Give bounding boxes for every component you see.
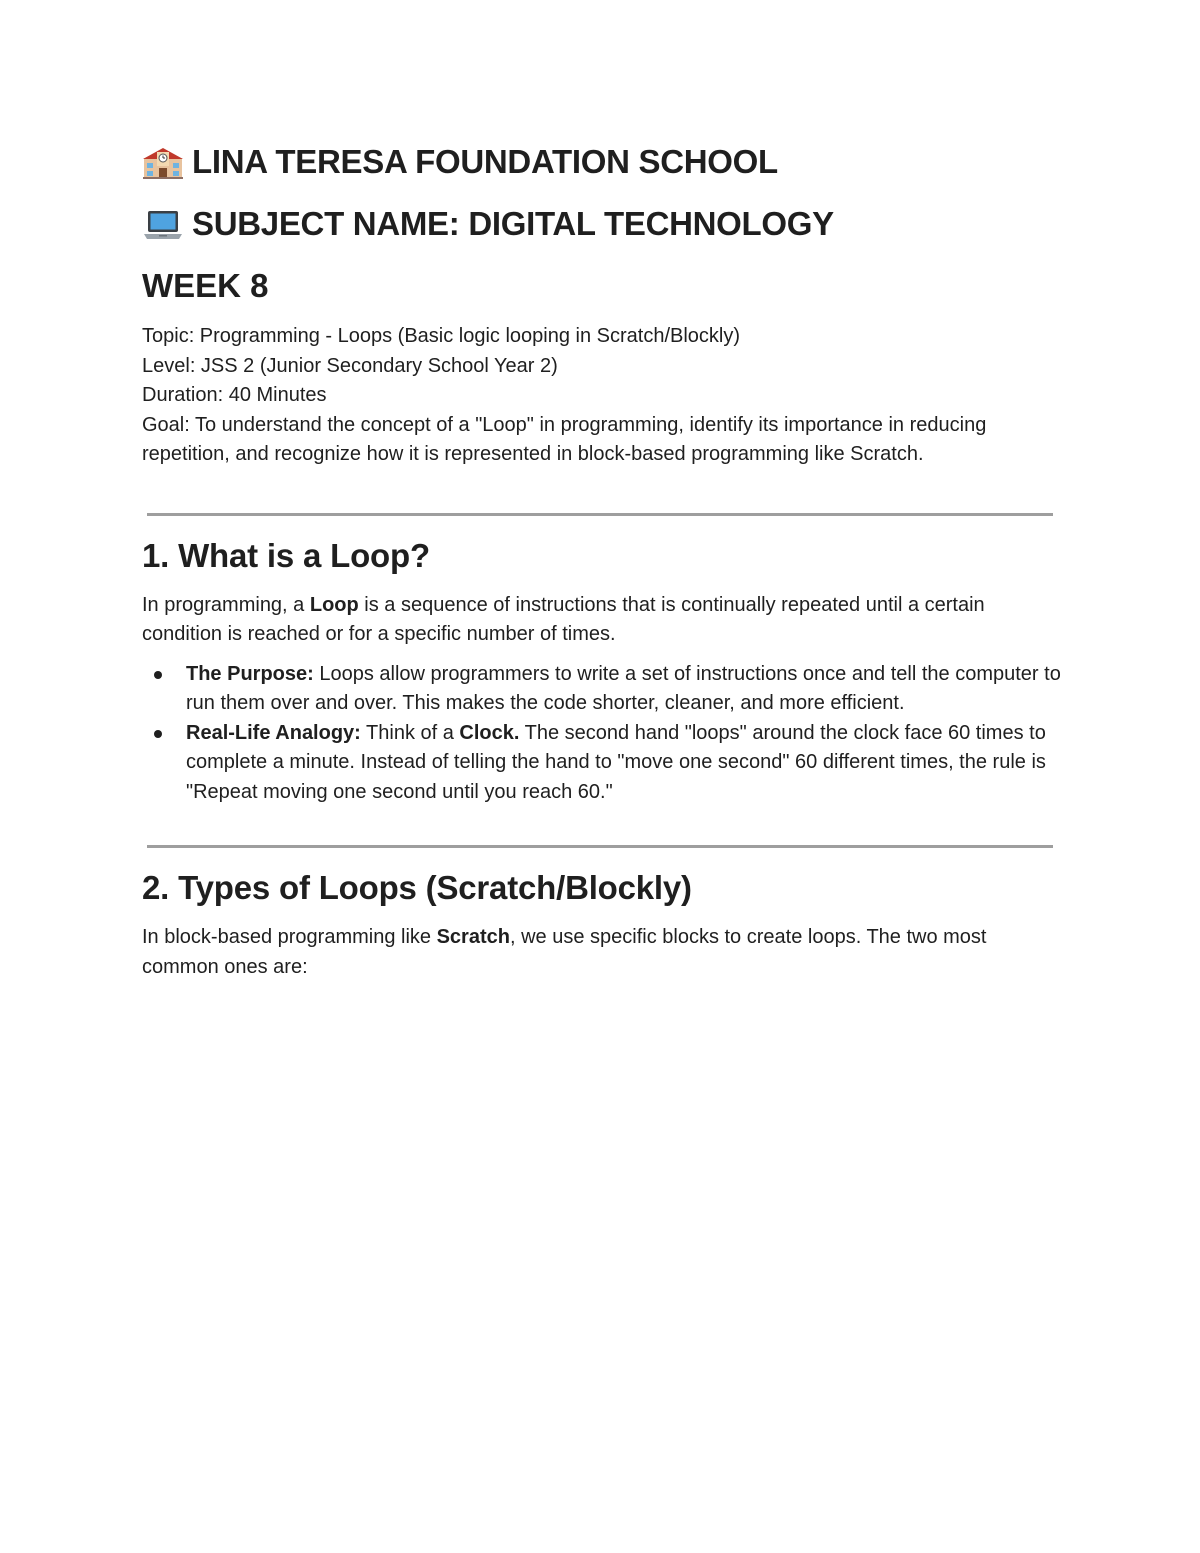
bullet-label: The Purpose: [186,662,314,685]
school-title [142,140,1062,184]
week-heading: WEEK 8 [142,267,269,304]
laptop-icon [142,206,184,242]
subject-name: SUBJECT NAME: DIGITAL TECHNOLOGY [192,205,834,242]
goal-line: Goal: To understand the concept of a "Loop" in programming, identify its importance in reducing repetition, and recognize how it is represented in block-based programming like Scratch. [142,413,987,465]
intro-bold-term: Scratch [436,926,510,948]
intro-text: In block-based programming like [142,926,437,948]
divider [147,845,1053,848]
school-building-icon [142,144,184,180]
section-2-intro [142,923,1062,982]
intro-bold-term: Loop [309,593,359,616]
lesson-meta [142,322,1062,470]
intro-text-rest: , we use specific blocks to create loops. The two most common ones are: [142,926,987,978]
school-name: LINA TERESA FOUNDATION SCHOOL [192,143,778,180]
section-1-intro [142,591,1062,650]
bullet-text: Think of a [360,721,460,744]
bullet-bold-term: Clock. [459,721,520,744]
section-2-heading: 2. Types of Loops (Scratch/Blockly) [142,869,692,906]
section-1-bullets [142,660,1062,808]
section-1-heading: 1. What is a Loop? [142,536,430,574]
intro-text-rest: is a sequence of instructions that is continually repeated until a certain condition is reached or for a specific number of times. [142,593,985,645]
document-page [142,140,1062,982]
bullet-icon [154,730,162,738]
subject-title [142,202,1062,246]
intro-text: In programming, a [142,593,310,616]
topic-line: Topic: Programming - Loops (Basic logic looping in Scratch/Blockly) [142,325,741,347]
level-line: Level: JSS 2 (Junior Secondary School Year 2) [142,354,558,377]
bullet-text: Loops allow programmers to write a set of instructions once and tell the computer to run them over and over. This makes the code shorter, cleaner, and more efficient. [186,662,1061,714]
duration-line: Duration: 40 Minutes [142,384,327,406]
bullet-label: Real-Life Analogy: [186,721,361,744]
bullet-text-rest: The second hand "loops" around the clock face 60 times to complete a minute. Instead of telling the hand to "move one second" 60 different times, the rule is "Repeat moving one second until you reach 60." [186,721,1046,803]
bullet-icon [154,671,162,679]
divider [147,513,1053,516]
list-item [142,719,1062,808]
list-item [142,660,1062,719]
